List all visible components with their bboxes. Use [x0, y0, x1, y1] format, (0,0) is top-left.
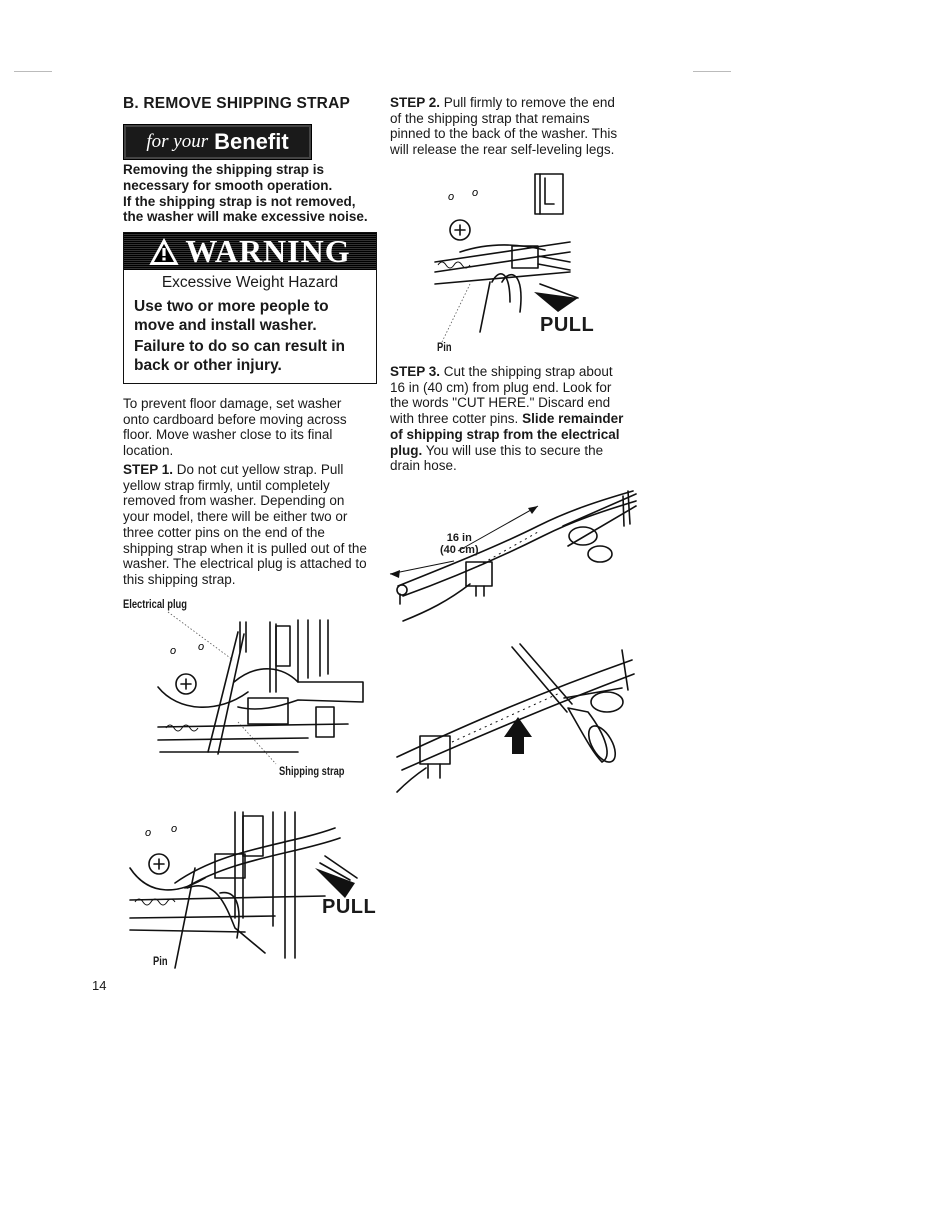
text-line: this shipping strap. [123, 571, 236, 587]
step2-first-line [390, 95, 617, 111]
text-line: removed from washer. Depending on [123, 493, 345, 509]
measure-inches: 16 in [446, 532, 472, 544]
step2-first: Pull firmly to remove the end [440, 95, 615, 110]
text-line: yellow strap firmly, until completely [123, 477, 330, 493]
step3-first: Cut the shipping strap about [440, 364, 613, 379]
text-line: floor. Move washer close to its final [123, 427, 333, 443]
warning-box [123, 232, 377, 384]
for-your-benefit-badge [123, 124, 312, 160]
step3-mixed-line [390, 411, 623, 427]
top-rule-left [14, 71, 52, 72]
text-line: shipping strap when it is pulled out of the [123, 540, 367, 556]
warning-line: Use two or more people to [134, 298, 329, 315]
warning-triangle-icon [149, 238, 179, 266]
text-line: onto cardboard before moving across [123, 411, 347, 427]
intro-paragraph [123, 396, 347, 459]
warning-line: back or other injury. [134, 357, 282, 374]
fig5-illustration [392, 642, 642, 802]
step3-paragraph [390, 364, 623, 474]
text-line: your model, there will be either two or [123, 509, 348, 525]
top-rule-right [693, 71, 731, 72]
text-line: washer. The electrical plug is attached to [123, 556, 367, 572]
benefit-word: Benefit [214, 129, 289, 154]
text-line: pinned to the back of the washer. This [390, 126, 618, 142]
step3-text: with three cotter pins. [390, 411, 519, 427]
benefit-line: necessary for smooth operation. [123, 177, 333, 193]
benefit-line: the washer will make excessive noise. [123, 209, 368, 225]
fig2-label-pin: Pin [153, 954, 168, 968]
step3-bold-line [390, 427, 623, 443]
fig3-label-pin: Pin [437, 340, 452, 354]
fig1-label-shipping-strap: Shipping strap [279, 764, 345, 778]
step3-label: STEP 3. [390, 364, 441, 379]
fig1-illustration [148, 612, 368, 772]
step3-bold: plug. [390, 442, 423, 458]
text-line: of the shipping strap that remains [390, 110, 590, 126]
text-line: To prevent floor damage, set washer [123, 396, 342, 411]
warning-text [134, 297, 376, 375]
benefit-prefix: for your [146, 131, 209, 152]
step3-mixed-line [390, 443, 623, 459]
step3-tail: You will use this to secure the [422, 442, 604, 458]
measure-cm: (40 cm) [440, 544, 479, 556]
step2-paragraph [390, 95, 617, 158]
fig4-measure [440, 532, 479, 556]
step3-first-line [390, 364, 623, 380]
warning-hazard: Excessive Weight Hazard [161, 274, 339, 291]
step3-bold: of shipping strap from the electrical [390, 426, 620, 442]
warning-heading: WARNING [185, 233, 351, 269]
svg-text:o: o [198, 641, 205, 653]
svg-text:o: o [472, 187, 479, 199]
warning-header [124, 233, 376, 270]
text-line: the words "CUT HERE." Discard end [390, 395, 611, 411]
svg-text:o: o [448, 191, 455, 203]
svg-text:o: o [170, 645, 177, 657]
text-line: 16 in (40 cm) from plug end. Look for [390, 379, 612, 395]
fig4-illustration [388, 486, 638, 626]
text-line: drain hose. [390, 458, 457, 474]
svg-text:o: o [145, 827, 152, 839]
step1-paragraph [123, 462, 367, 588]
text-line: three cotter pins on the end of the [123, 524, 325, 540]
warning-line: move and install washer. [134, 317, 317, 334]
text-line: location. [123, 443, 174, 459]
svg-text:o: o [171, 823, 178, 835]
benefit-text [123, 162, 368, 225]
fig2-pull-label: PULL [322, 896, 377, 918]
page-number: 14 [92, 978, 107, 993]
step2-label: STEP 2. [390, 95, 441, 110]
benefit-line: If the shipping strap is not removed, [123, 193, 356, 209]
warning-line: Failure to do so can result in [134, 338, 346, 355]
fig2-illustration [125, 808, 365, 968]
text-line: will release the rear self-leveling legs. [390, 142, 615, 158]
benefit-line: Removing the shipping strap is [123, 162, 325, 177]
step1-label: STEP 1. [123, 462, 174, 477]
fig3-pull-label: PULL [540, 314, 595, 336]
step1-first: Do not cut yellow strap. Pull [173, 462, 344, 477]
fig1-label-electrical-plug: Electrical plug [123, 597, 187, 611]
step3-bold: Slide remainder [522, 411, 624, 427]
section-title: B. REMOVE SHIPPING STRAP [123, 95, 350, 112]
step1-first-line [123, 462, 367, 478]
